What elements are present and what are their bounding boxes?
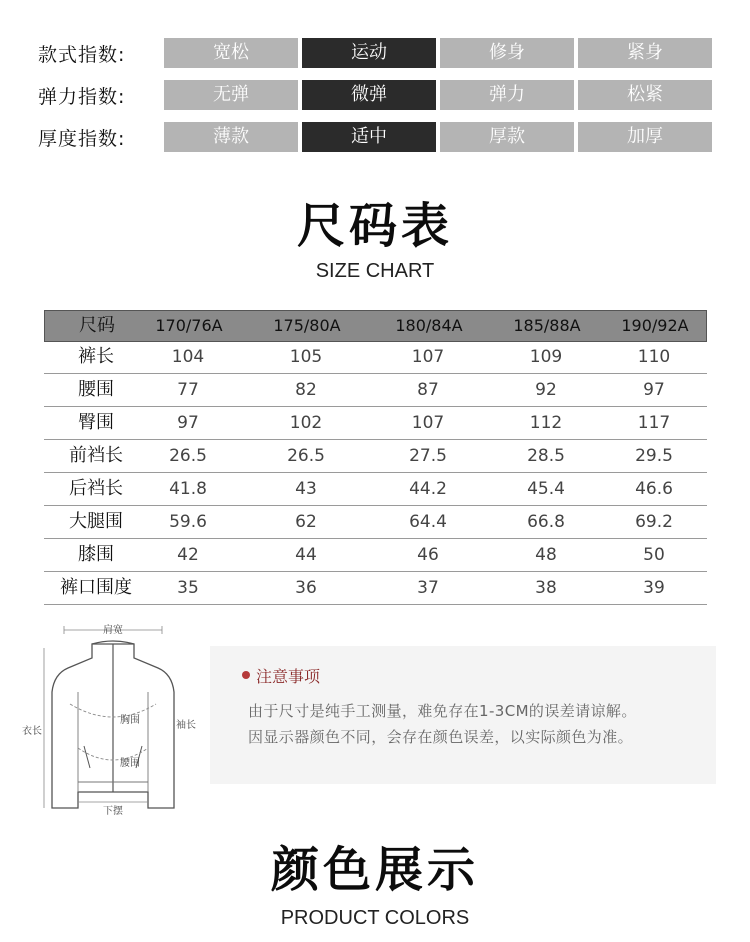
table-cell: 44.2 (409, 479, 447, 499)
table-cell: 69.2 (635, 512, 673, 532)
colors-title: 颜色展示 (270, 842, 479, 898)
table-cell: 41.8 (169, 479, 207, 499)
index-row (0, 122, 750, 156)
chest-label: 胸围 (120, 715, 140, 726)
table-cell: 87 (417, 380, 439, 400)
size-header-label: 尺码 (79, 315, 115, 336)
table-cell: 102 (289, 413, 323, 433)
table-row (44, 407, 707, 440)
table-cell: 45.4 (527, 479, 565, 499)
index-label: 弹力指数: (38, 86, 126, 108)
table-cell: 107 (411, 413, 445, 433)
index-row (0, 38, 750, 72)
table-cell: 48 (535, 545, 557, 565)
table-row (44, 473, 707, 506)
index-label: 厚度指数: (38, 128, 126, 150)
row-label: 臀围 (78, 412, 114, 433)
table-cell: 64.4 (409, 512, 447, 532)
row-label: 后裆长 (69, 478, 123, 499)
notice-line-2: 因显示器颜色不同，会存在颜色误差，以实际颜色为准。 (248, 728, 634, 746)
notice-line-1: 由于尺寸是纯手工测量，难免存在1-3CM的误差请谅解。 (248, 702, 637, 720)
table-cell: 26.5 (169, 446, 207, 466)
table-cell: 29.5 (635, 446, 673, 466)
jacket-measurement-diagram (18, 618, 208, 818)
row-label: 膝围 (78, 544, 114, 565)
size-table-header (44, 310, 707, 342)
waist-label: 腰围 (120, 758, 140, 769)
table-cell: 110 (637, 347, 671, 367)
index-option: 厚款 (440, 122, 574, 152)
size-header-cell: 185/88A (513, 316, 581, 335)
table-cell: 59.6 (169, 512, 207, 532)
table-row (44, 374, 707, 407)
size-header-cell: 190/92A (621, 316, 689, 335)
table-row (44, 539, 707, 572)
colors-subtitle: PRODUCT COLORS (280, 907, 470, 929)
length-label: 衣长 (22, 726, 42, 737)
table-row (44, 341, 707, 374)
index-option: 运动 (302, 38, 436, 68)
table-cell: 104 (171, 347, 205, 367)
row-label: 腰围 (78, 379, 114, 400)
row-label: 裤口围度 (60, 577, 132, 598)
table-cell: 50 (643, 545, 665, 565)
table-cell: 117 (637, 413, 671, 433)
size-header-cell: 170/76A (155, 316, 223, 335)
index-option: 宽松 (164, 38, 298, 68)
table-row (44, 572, 707, 605)
table-cell: 97 (643, 380, 665, 400)
table-cell: 27.5 (409, 446, 447, 466)
index-label: 款式指数: (38, 44, 126, 66)
table-cell: 28.5 (527, 446, 565, 466)
index-option: 微弹 (302, 80, 436, 110)
table-cell: 46.6 (635, 479, 673, 499)
table-cell: 82 (295, 380, 317, 400)
size-chart-title: 尺码表 (296, 198, 453, 254)
table-row (44, 440, 707, 473)
index-option: 弹力 (440, 80, 574, 110)
size-header-cell: 180/84A (395, 316, 463, 335)
table-cell: 44 (295, 545, 317, 565)
size-header-cell: 175/80A (273, 316, 341, 335)
notice-box (210, 646, 716, 784)
size-chart-subtitle: SIZE CHART (315, 260, 435, 282)
table-cell: 26.5 (287, 446, 325, 466)
table-cell: 112 (529, 413, 563, 433)
notice-bullet (242, 671, 250, 679)
table-cell: 42 (177, 545, 199, 565)
table-cell: 97 (177, 413, 199, 433)
table-cell: 105 (289, 347, 323, 367)
index-option: 松紧 (578, 80, 712, 110)
table-cell: 37 (417, 578, 439, 598)
row-label: 大腿围 (69, 511, 123, 532)
index-option: 无弹 (164, 80, 298, 110)
index-option: 适中 (302, 122, 436, 152)
table-cell: 36 (295, 578, 317, 598)
shoulder-label: 肩宽 (103, 625, 123, 636)
index-option: 紧身 (578, 38, 712, 68)
sleeve-label: 袖长 (176, 720, 196, 731)
table-cell: 92 (535, 380, 557, 400)
table-cell: 107 (411, 347, 445, 367)
row-label: 裤长 (78, 346, 114, 367)
index-option: 薄款 (164, 122, 298, 152)
notice-title: 注意事项 (256, 667, 321, 686)
hem-label: 下摆 (103, 806, 123, 817)
table-cell: 39 (643, 578, 665, 598)
table-cell: 38 (535, 578, 557, 598)
table-cell: 109 (529, 347, 563, 367)
table-cell: 66.8 (527, 512, 565, 532)
index-option: 修身 (440, 38, 574, 68)
table-row (44, 506, 707, 539)
table-cell: 46 (417, 545, 439, 565)
index-row (0, 80, 750, 114)
row-label: 前裆长 (69, 445, 123, 466)
table-cell: 35 (177, 578, 199, 598)
table-cell: 43 (295, 479, 317, 499)
table-cell: 77 (177, 380, 199, 400)
table-cell: 62 (295, 512, 317, 532)
index-option: 加厚 (578, 122, 712, 152)
